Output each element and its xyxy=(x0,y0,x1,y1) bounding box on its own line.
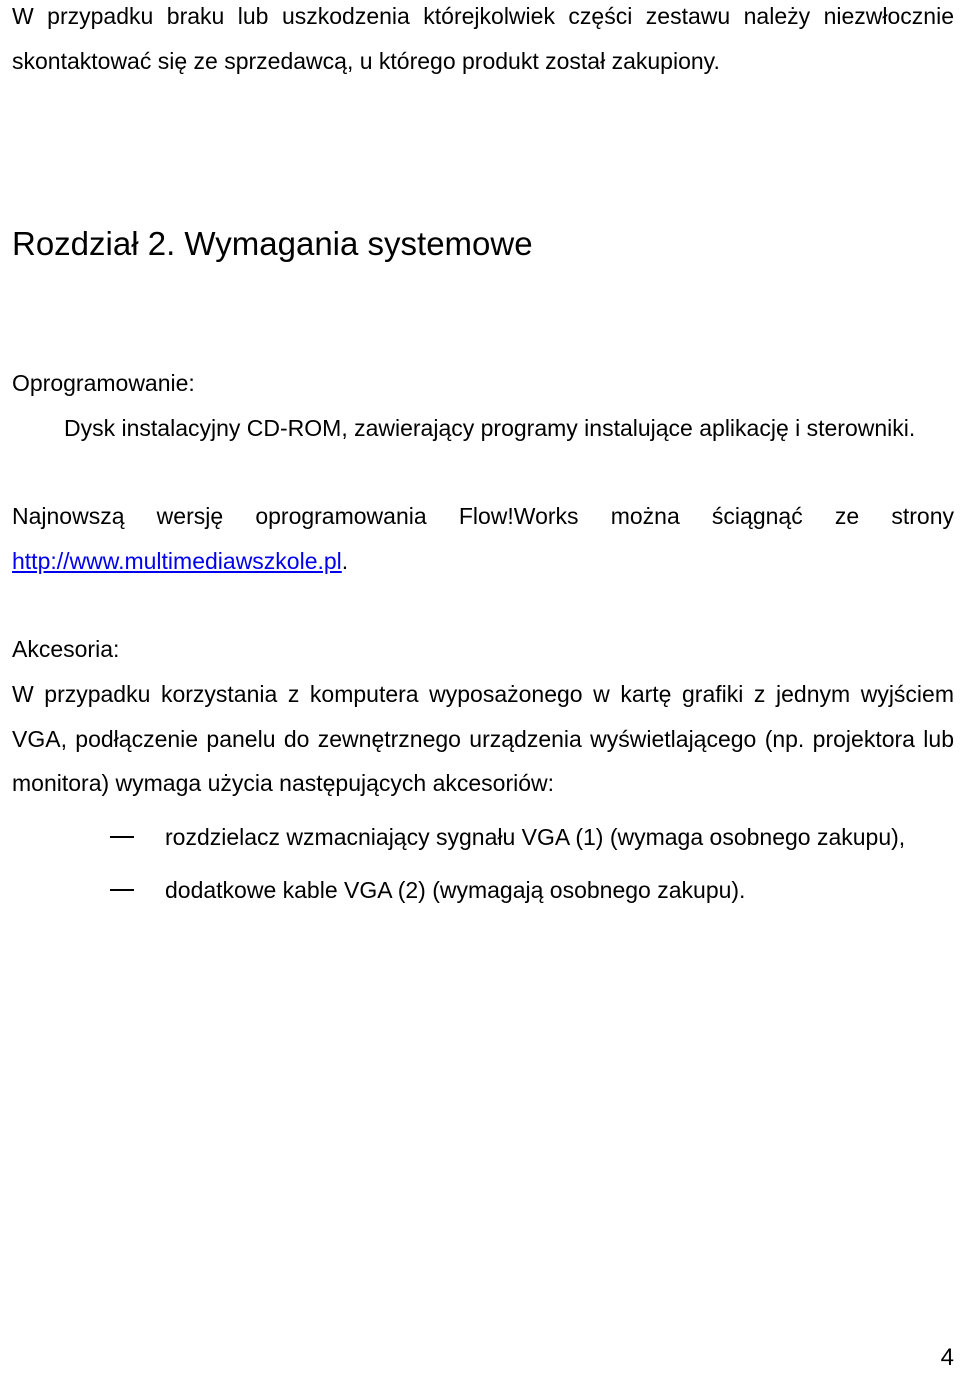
software-section-label: Oprogramowanie: xyxy=(12,370,195,396)
accessories-section-label: Akcesoria: xyxy=(12,636,120,662)
dash-bullet-icon xyxy=(110,836,134,838)
chapter-title: Rozdział 2. Wymagania systemowe xyxy=(12,225,533,262)
page-number: 4 xyxy=(940,1344,954,1371)
list-item xyxy=(12,815,954,860)
dash-bullet-icon xyxy=(110,889,134,891)
list-item xyxy=(12,868,954,913)
software-download-note xyxy=(12,494,954,583)
accessory-item-cables: dodatkowe kable VGA (2) (wymagają osobnego zakupu). xyxy=(165,876,746,903)
accessories-list xyxy=(12,815,954,920)
intro-paragraph: W przypadku braku lub uszkodzenia którejkolwiek części zestawu należy niezwłocznie skontaktować się ze sprzedawcą, u którego produkt został zakupiony. xyxy=(12,3,954,74)
software-item-cd-rom: Dysk instalacyjny CD-ROM, zawierający programy instalujące aplikację i sterowniki. xyxy=(64,415,916,441)
download-note-period: . xyxy=(341,547,349,574)
download-link[interactable]: http://www.multimediawszkole.pl xyxy=(12,547,342,574)
accessories-paragraph: W przypadku korzystania z komputera wyposażonego w kartę grafiki z jednym wyjściem VGA, podłączenie panelu do zewnętrznego urządzenia wyświetlającego (np. projektora lub monitora) wymaga użycia następujących akcesoriów: xyxy=(12,681,954,796)
accessory-item-splitter: rozdzielacz wzmacniający sygnału VGA (1) (wymaga osobnego zakupu), xyxy=(165,824,906,850)
download-note-text: Najnowszą wersję oprogramowania Flow!Works można ściągnąć ze strony xyxy=(12,503,954,529)
